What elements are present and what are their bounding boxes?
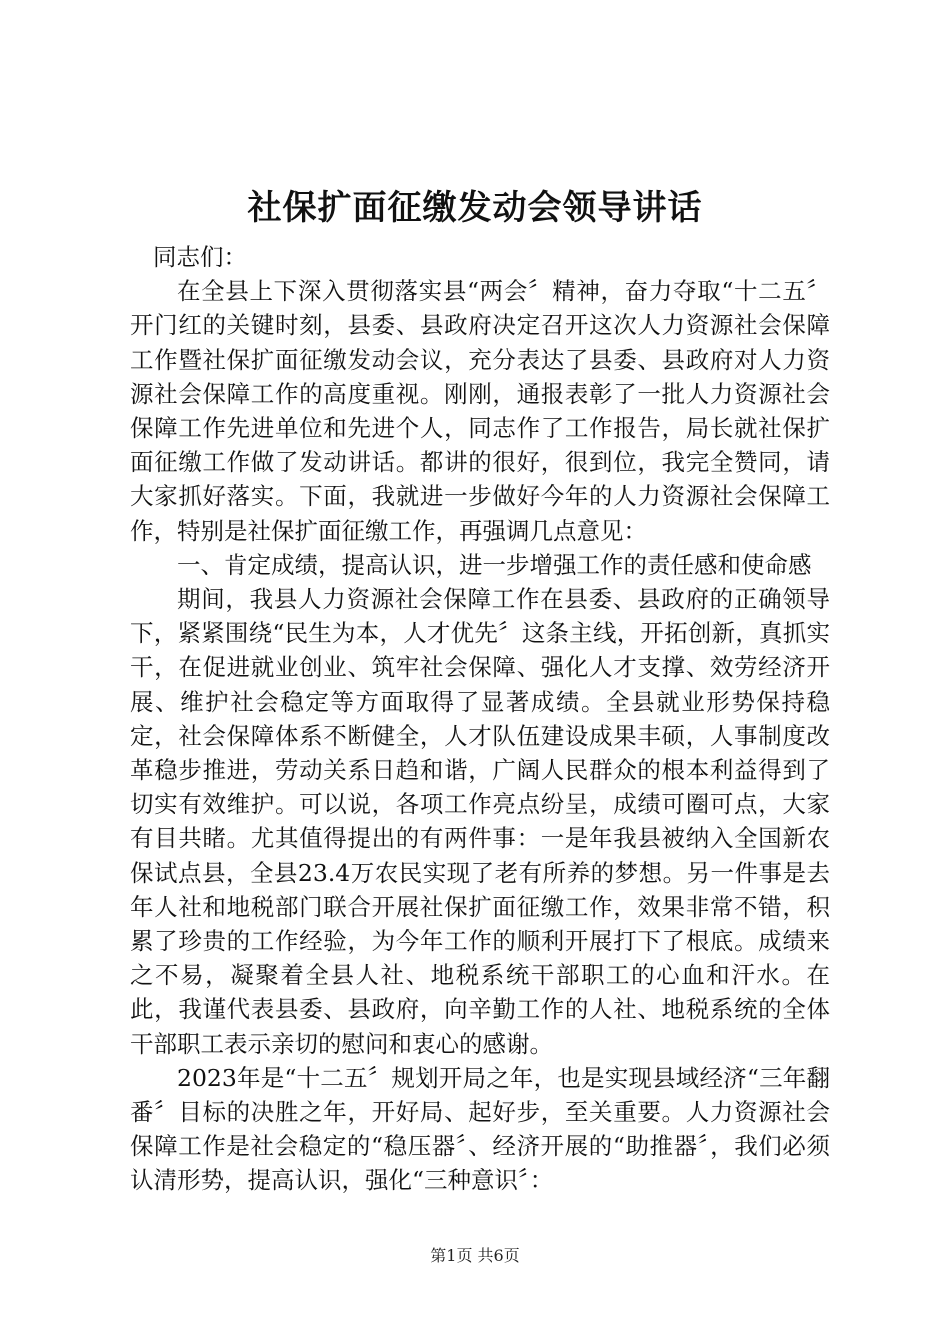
paragraph-achievements: 期间，我县人力资源社会保障工作在县委、县政府的正确领导下，紧紧围绕“民生为本，人才优先〞这条主线，开拓创新，真抓实干，在促进就业创业、筑牢社会保障、强化人才支撑、效劳经济开展、维护社会稳定等方面取得了显著成绩。全县就业形势保持稳定，社会保障体系不断健全，人才队伍建设成果丰硕，人事制度改革稳步推进，劳动关系日趋和谐，广阔人民群众的根本利益得到了切实有效维护。可以说，各项工作亮点纷呈，成绩可圈可点，大家有目共睹。尤其值得提出的有两件事：一是年我县被纳入全国新农保试点县，全县23.4万农民实现了老有所养的梦想。另一件事是去年人社和地税部门联合开展社保扩面征缴工作，效果非常不错，积累了珍贵的工作经验，为今年工作的顺利开展打下了根底。成绩来之不易，凝聚着全县人社、地税系统干部职工的心血和汗水。在此，我谨代表县委、县政府，向辛勤工作的人社、地税系统的全体干部职工表示亲切的慰问和衷心的感谢。 <box>130 585 830 1058</box>
document-title: 社保扩面征缴发动会领导讲话 <box>247 188 703 228</box>
page-footer: 第1页 共6页 <box>430 1246 520 1265</box>
paragraph-2023: 2023年是“十二五〞规划开局之年，也是实现县域经济“三年翻番〞目标的决胜之年，开好局、起好步，至关重要。人力资源社会保障工作是社会稳定的“稳压器〞、经济开展的“助推器〞，我们必须认清形势，提高认识，强化“三种意识〞： <box>130 1063 830 1195</box>
document-body <box>130 240 830 1198</box>
paragraph-intro: 在全县上下深入贯彻落实县“两会〞精神，奋力夺取“十二五〞开门红的关键时刻，县委、县政府决定召开这次人力资源社会保障工作暨社保扩面征缴发动会议，充分表达了县委、县政府对人力资源社会保障工作的高度重视。刚刚，通报表彰了一批人力资源社会保障工作先进单位和先进个人，同志作了工作报告，局长就社保扩面征缴工作做了发动讲话。都讲的很好，很到位，我完全赞同，请大家抓好落实。下面，我就进一步做好今年的人力资源社会保障工作，特别是社保扩面征缴工作，再强调几点意见： <box>130 277 830 545</box>
section-heading-1: 一、肯定成绩，提高认识，进一步增强工作的责任感和使命感 <box>177 550 812 579</box>
salutation: 同志们： <box>153 243 247 271</box>
